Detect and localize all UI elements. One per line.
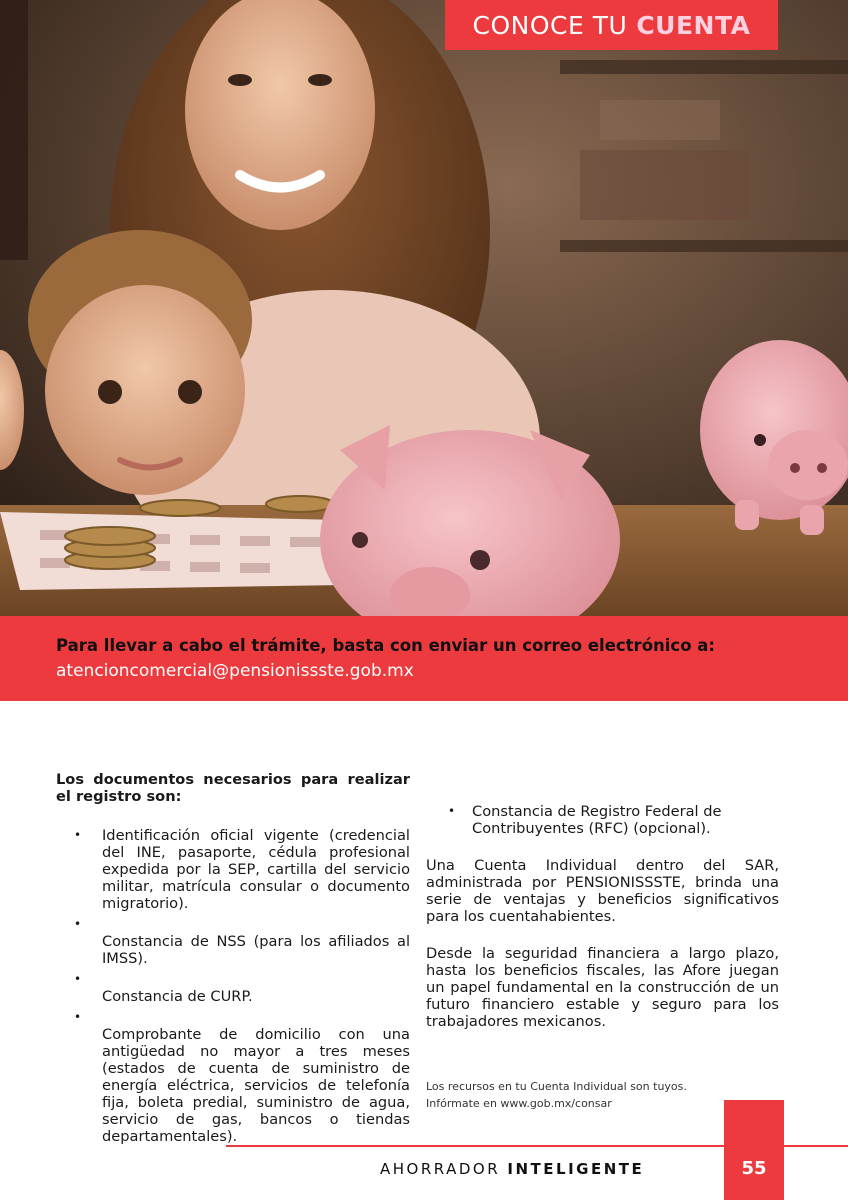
note-line: Los recursos en tu Cuenta Individual son tuyos. bbox=[426, 1080, 687, 1093]
footer-bold-text: INTELIGENTE bbox=[507, 1160, 645, 1178]
contact-email-link[interactable]: atencioncomercial@pensionissste.gob.mx bbox=[56, 661, 414, 681]
page-number: 55 bbox=[741, 1158, 767, 1179]
consar-note bbox=[426, 1078, 687, 1112]
bullet-spacer bbox=[56, 1009, 410, 1026]
bullet-icon: • bbox=[74, 1010, 82, 1024]
banner-instruction: Para llevar a cabo el trámite, basta con enviar un correo electrónico a: bbox=[56, 636, 716, 655]
documents-list bbox=[56, 827, 410, 1145]
badge-bold-text: CUENTA bbox=[636, 10, 751, 40]
info-column bbox=[426, 803, 779, 1050]
badge-light-text: CONOCE TU bbox=[472, 10, 628, 40]
contact-banner bbox=[0, 616, 848, 701]
list-item: Comprobante de domicilio con una antigüedad no mayor a tres meses (estados de cuenta de suministro de energía eléctrica, servicios de telefonía fija, boleta predial, suministro de agua, servicio de gas, bancos o tiendas departamentales). bbox=[102, 1026, 410, 1145]
bullet-icon: • bbox=[448, 804, 456, 818]
page-number-box bbox=[724, 1100, 784, 1200]
bullet-icon: • bbox=[74, 917, 82, 931]
bullet-icon: • bbox=[74, 972, 82, 986]
bullet-spacer bbox=[56, 916, 410, 933]
list-item: • Identificación oficial vigente (credencial del INE, pasaporte, cédula profesional expedida por la SEP, cartilla del servicio militar, matrícula consular o documento migratorio). bbox=[74, 827, 410, 912]
bullet-icon: • bbox=[74, 828, 82, 842]
documents-heading: Los documentos necesarios para realizar el registro son: bbox=[56, 771, 410, 805]
note-link[interactable]: Infórmate en www.gob.mx/consar bbox=[426, 1097, 612, 1110]
list-item: • Constancia de Registro Federal de Contribuyentes (RFC) (opcional). bbox=[448, 803, 722, 837]
list-item: Constancia de NSS (para los afiliados al IMSS). bbox=[102, 933, 410, 967]
bullet-spacer bbox=[56, 971, 410, 988]
documents-column bbox=[56, 771, 410, 1145]
list-item: Constancia de CURP. bbox=[102, 988, 253, 1005]
footer-title bbox=[380, 1160, 644, 1178]
paragraph-afore: Desde la seguridad financiera a largo plazo, hasta los beneficios fiscales, las Afore juegan un papel fundamental en la construcción de un futuro financiero estable y seguro para los trabajadores mexicanos. bbox=[426, 945, 779, 1030]
paragraph-account: Una Cuenta Individual dentro del SAR, administrada por PENSIONISSSTE, brinda una serie de ventajas y beneficios significativos para los cuentahabientes. bbox=[426, 857, 779, 925]
footer-light-text: AHORRADOR bbox=[380, 1160, 501, 1178]
section-badge bbox=[445, 0, 778, 50]
